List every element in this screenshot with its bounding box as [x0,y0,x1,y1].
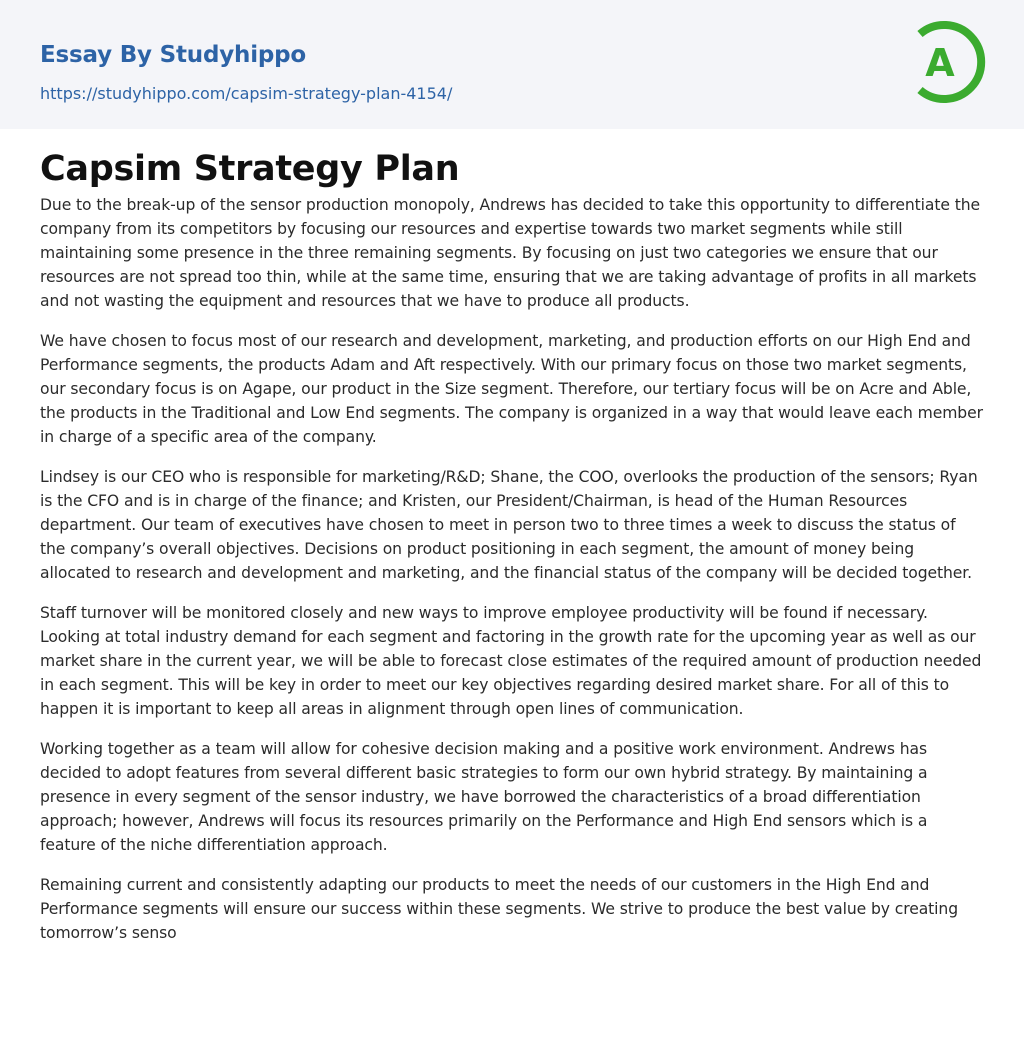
brand-title[interactable]: Essay By Studyhippo [40,42,307,68]
article-paragraph-6: Remaining current and consistently adapting our products to meet the needs of our customers in the High End and Performance segments will ensure our success within these segments. We strive to produce the best value by creating tomorrow’s senso [40,876,958,942]
article-url-link[interactable]: https://studyhippo.com/capsim-strategy-plan-4154/ [40,84,453,103]
article-paragraph-5: Working together as a team will allow for cohesive decision making and a positive work environment. Andrews has decided to adopt features from several different basic strategies to form our own hybrid strategy. By maintaining a presence in every segment of the sensor industry, we have borrowed the characteristics of a broad differentiation approach; however, Andrews will focus its resources primarily on the Performance and High End sensors which is a feature of the niche differentiation approach. [40,740,928,854]
article-paragraph-2: We have chosen to focus most of our research and development, marketing, and production efforts on our High End and Performance segments, the products Adam and Aft respectively. With our primary focus on those two market segments, our secondary focus is on Agape, our product in the Size segment. Therefore, our tertiary focus will be on Acre and Able, the products in the Traditional and Low End segments. The company is organized in a way that would leave each member in charge of a specific area of the company. [40,332,983,446]
article-paragraph-1: Due to the break-up of the sensor production monopoly, Andrews has decided to take this opportunity to differentiate the company from its competitors by focusing our resources and expertise towards two market segments while still maintaining some presence in the three remaining segments. By focusing on just two categories we ensure that our resources are not spread too thin, while at the same time, ensuring that we are taking advantage of profits in all markets and not wasting the equipment and resources that we have to produce all products. [40,196,980,310]
logo-letter: A [925,41,955,85]
article-title: Capsim Strategy Plan [40,149,460,189]
site-header [0,0,1024,129]
article-paragraph-3: Lindsey is our CEO who is responsible for marketing/R&D; Shane, the COO, overlooks the production of the sensors; Ryan is the CFO and is in charge of the finance; and Kristen, our President/Chairman, is head of the Human Resources department. Our team of executives have chosen to meet in person two to three times a week to discuss the status of the company’s overall objectives. Decisions on product positioning in each segment, the amount of money being allocated to research and development and marketing, and the financial status of the company will be decided together. [40,468,978,582]
article-paragraph-4: Staff turnover will be monitored closely and new ways to improve employee productivity will be found if necessary. Looking at total industry demand for each segment and factoring in the growth rate for the upcoming year as well as our market share in the current year, we will be able to forecast close estimates of the required amount of production needed in each segment. This will be key in order to meet our key objectives regarding desired market share. For all of this to happen it is important to keep all areas in alignment through open lines of communication. [40,604,982,718]
studyhippo-logo-icon[interactable] [912,18,986,106]
article-content [0,129,1024,945]
